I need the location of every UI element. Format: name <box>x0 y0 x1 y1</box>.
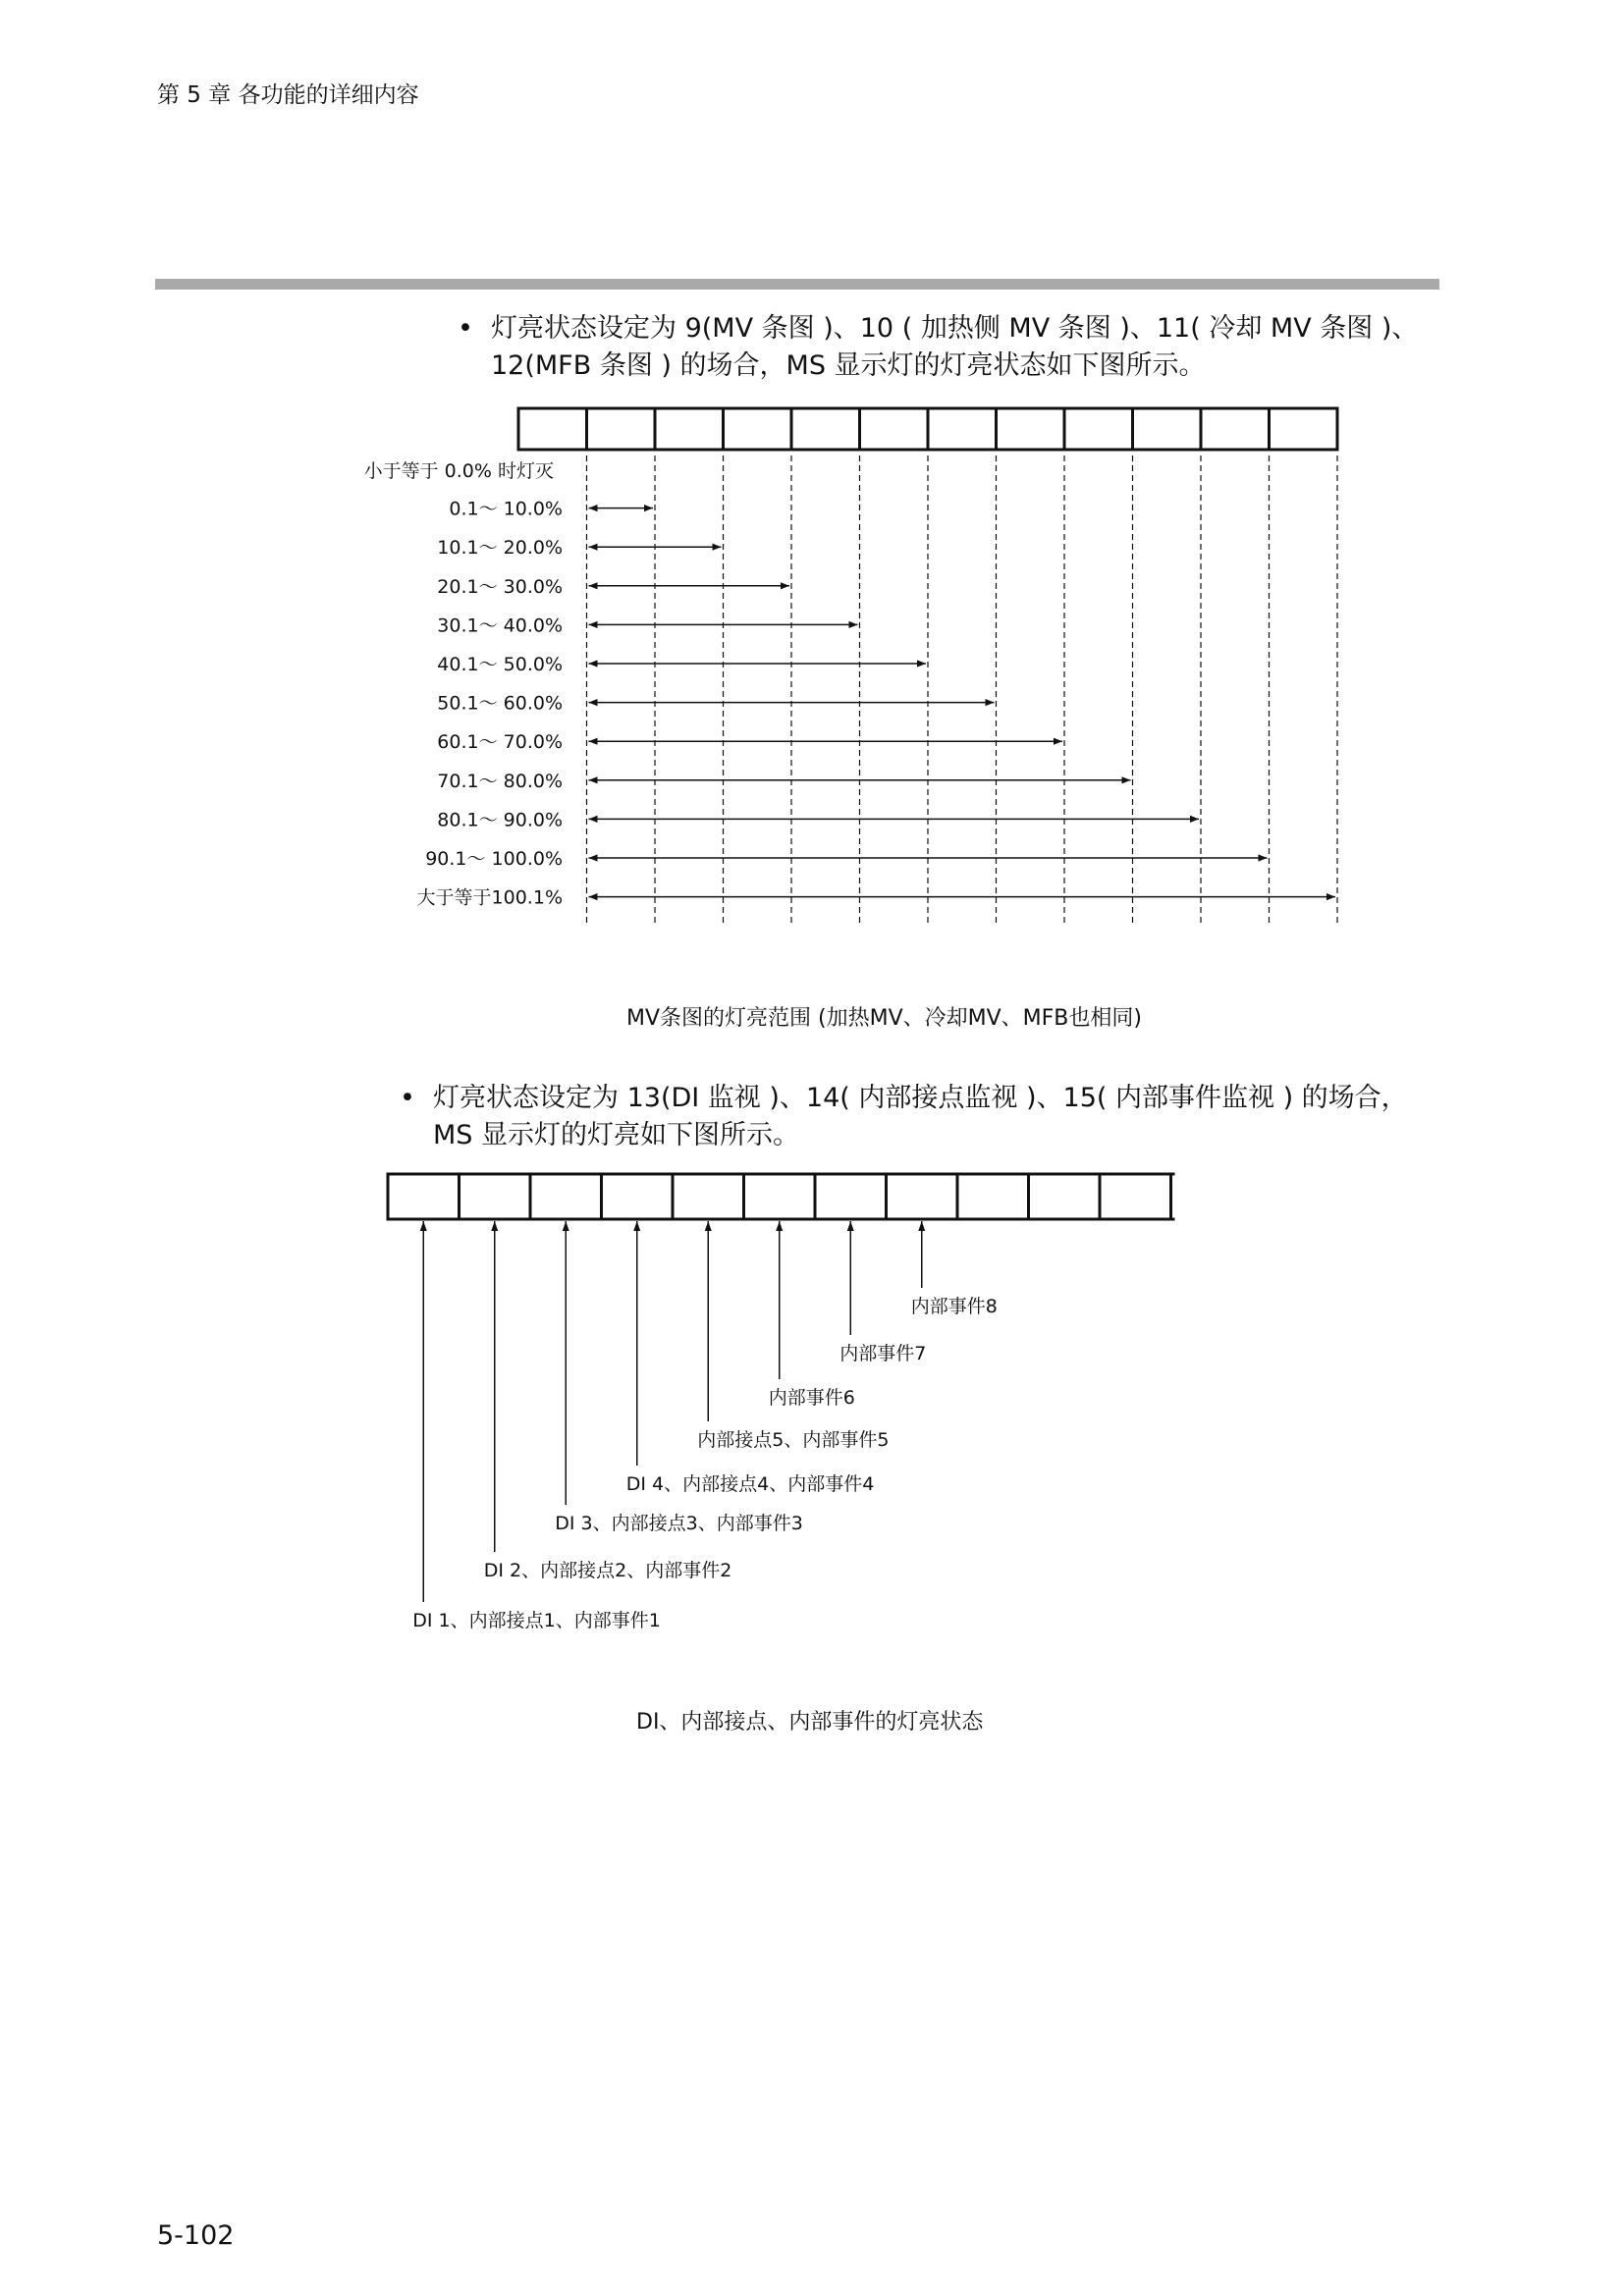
range-label: 0.1～ 10.0% <box>449 498 563 520</box>
range-label: 90.1～ 100.0% <box>425 848 563 870</box>
range-label: 30.1～ 40.0% <box>437 614 563 637</box>
lamp-label: DI 3、内部接点3、内部事件3 <box>555 1513 803 1534</box>
section1-text-line2: 12(MFB 条图 ) 的场合，MS 显示灯的灯亮状态如下图所示。 <box>491 350 1206 381</box>
lamp-label: 内部事件8 <box>910 1296 998 1317</box>
bullet-mark: • <box>458 313 473 344</box>
lamp-cell <box>960 1177 1026 1216</box>
lamp-label: DI 2、内部接点2、内部事件2 <box>483 1560 732 1581</box>
page-number: 5-102 <box>157 2220 235 2251</box>
range-label: 60.1～ 70.0% <box>437 731 563 754</box>
section2-text-line1: 灯亮状态设定为 13(DI 监视 )、14( 内部接点监视 )、15( 内部事件监视 ) 的场合， <box>433 1083 1408 1113</box>
diagram1-caption: MV条图的灯亮范围 (加热MV、冷却MV、MFB也相同) <box>626 1006 1142 1031</box>
lamp-cell <box>1103 1177 1168 1216</box>
off-label: 小于等于 0.0% 时灯灭 <box>363 460 554 482</box>
lamp-cell <box>462 1177 528 1216</box>
lamp-row-outline <box>388 1174 1175 1219</box>
lamp-cell <box>890 1177 955 1216</box>
lamp-cell <box>676 1177 741 1216</box>
lamp-label: DI 1、内部接点1、内部事件1 <box>412 1610 661 1631</box>
lamp-label: DI 4、内部接点4、内部事件4 <box>625 1473 875 1495</box>
lamp-label: 内部接点5、内部事件5 <box>697 1429 890 1451</box>
bullet-mark: • <box>400 1083 415 1113</box>
diagram2-caption: DI、内部接点、内部事件的灯亮状态 <box>636 1710 984 1735</box>
lamp-label: 内部事件7 <box>839 1343 927 1364</box>
lamp-cell <box>391 1177 457 1216</box>
chapter-heading: 第 5 章 各功能的详细内容 <box>157 82 419 108</box>
section2-text-line2: MS 显示灯的灯亮如下图所示。 <box>433 1120 800 1150</box>
lamp-cell <box>605 1177 671 1216</box>
range-label: 40.1～ 50.0% <box>437 654 563 675</box>
lamp-label: 内部事件6 <box>768 1387 855 1409</box>
range-label: 80.1～ 90.0% <box>437 809 563 831</box>
range-label: 50.1～ 60.0% <box>437 692 563 715</box>
lamp-cell <box>1032 1177 1098 1216</box>
lamp-cell <box>747 1177 813 1216</box>
range-label: 70.1～ 80.0% <box>437 770 563 792</box>
lamp-cell <box>818 1177 884 1216</box>
lamp-cell <box>533 1177 599 1216</box>
range-label: 20.1～ 30.0% <box>437 575 563 598</box>
section1-text-line1: 灯亮状态设定为 9(MV 条图 )、10 ( 加热侧 MV 条图 )、11( 冷却 MV 条图 )、 <box>491 313 1419 344</box>
range-label: 大于等于100.1% <box>416 886 563 909</box>
range-label: 10.1～ 20.0% <box>437 537 563 560</box>
